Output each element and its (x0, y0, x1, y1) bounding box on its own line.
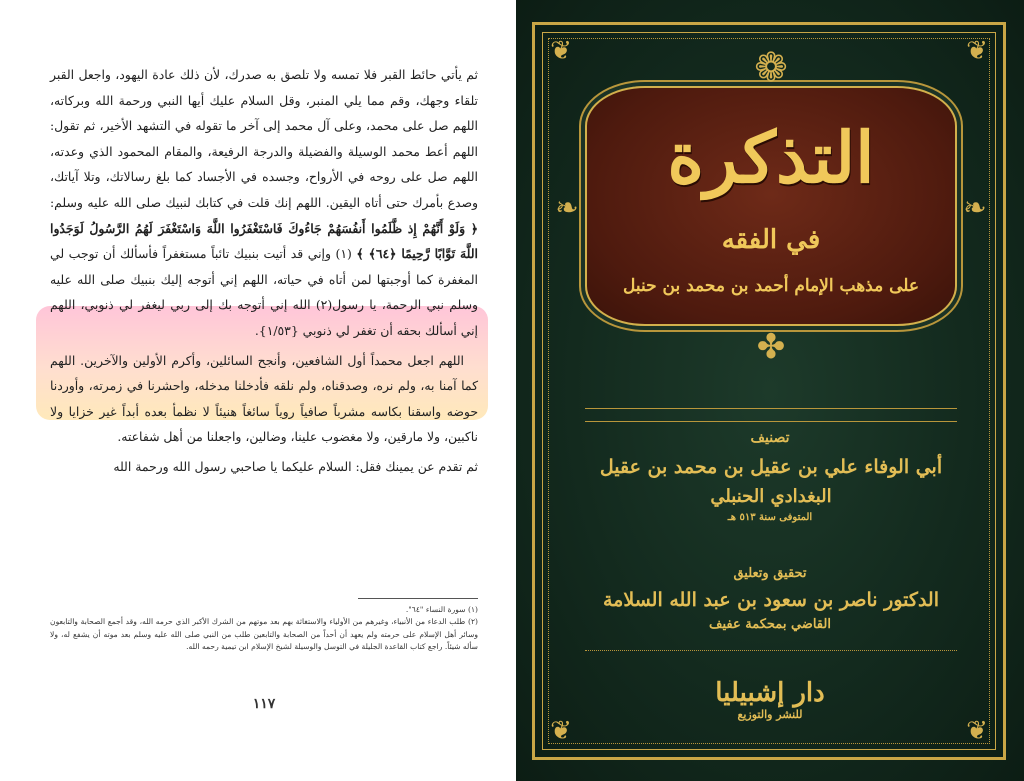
paragraph-3: ثم تقدم عن يمينك فقل: السلام عليكما يا صاحبي رسول الله ورحمة الله (113, 458, 478, 474)
footnotes (50, 604, 478, 654)
author-nisba: البغدادي الحنبلي (710, 486, 832, 507)
footnote-rule (358, 598, 478, 599)
quran-verse: ﴿ وَلَوْ أَنَّهُمْ إِذ ظَّلَمُوا أَنفُسَهُمْ جَاءُوكَ فَاسْتَغْفَرُوا اللَّهَ وَاسْتَغْفَرَ لَهُمُ الرَّسُولُ لَوَجَدُوا اللَّهَ تَوَّابًا رَّحِيمًا ﴿٦٤﴾ ﴾ (50, 220, 478, 262)
cover-divider (585, 408, 957, 422)
main-text (50, 62, 478, 480)
author-tag: تصنيف (750, 430, 790, 446)
cover-subtitle-madhhab: على مذهب الإمام أحمد بن محمد بن حنبل (622, 276, 920, 296)
bottom-ornament-icon: ✤ (756, 327, 786, 367)
side-ornament-icon: ❧ (963, 191, 987, 224)
corner-ornament-icon: ❦ (966, 716, 988, 746)
footnote-1: (١) سورة النساء "٦٤". (405, 605, 478, 614)
cover-divider-2 (585, 650, 957, 651)
editor-tag: تحقيق وتعليق (733, 566, 807, 581)
publisher-sub: للنشر والتوزيع (737, 708, 803, 721)
paragraph-text: ثم يأتي حائط القبر فلا تمسه ولا تلصق به صدرك، لأن ذلك عادة اليهود، واجعل القبر تلقاء وجهك، وقم مما يلي المنبر، وقل السلام عليك أيها النبي ورحمة الله وبركاته، اللهم صل على محمد، وعلى آل محمد إلى آخر ما تقوله في التشهد الأخير، ثم تقول: اللهم أعط محمد الوسيلة والفضيلة والدرجة الرفيعة، والمقام المحمود الذي وعدته، اللهم صل على روحه في الأرواح، وجسده في الأجساد كما بلغ رسالاتك، وتلا آياتك، وصدع بأمرك حتى أتاه اليقين. اللهم إنك قلت في كتابك لنبيك صلى الله عليه وسلم: (50, 67, 478, 210)
page-number: ١١٧ (252, 696, 276, 712)
author-death-date: المتوفى سنة ٥١٣ هـ (727, 512, 813, 523)
editor-title: القاضي بمحكمة عفيف (709, 617, 831, 632)
editor-name: الدكتور ناصر بن سعود بن عبد الله السلامة (603, 589, 939, 611)
highlighted-text: (١) وإني قد أتيت بنبيك تائباً مستغفراً فأسألك أن توجب لي المغفرة كما أوجبتها لمن أتاه في حياته، اللهم إني أتوجه إليك بنبيك صلى الله عليه وسلم نبي الرحمة، يا رسول(٢) الله إني أتوجه بك إلى ربي ليغفر لي ذنوبي، اللهم إني أسألك بحقه أن تغفر لي ذنوبي {١/٥٣}. (50, 246, 478, 338)
paragraph-2: اللهم اجعل محمداً أول الشافعين، وأنجح السائلين، وأكرم الأولين والآخرين. اللهم كما آمنا به، ولم نره، وصدقناه، ولم نلقه فأدخلنا مدخله، واحشرنا في زمرته، وأوردنا حوضه واسقنا بكاسه مشرباً صافياً روياً سائغاً هنيئاً لا نظمأ بعده أبداً غير خزايا ولا ناكبين، ولا مارقين، ولا مغضوب علينا، وضالين، واجعلنا من أهل شفاعته. (50, 352, 478, 445)
cover-title: التذكرة (667, 116, 875, 199)
corner-ornament-icon: ❦ (966, 36, 988, 66)
author-name: أبي الوفاء علي بن عقيل بن محمد بن عقيل (599, 456, 943, 478)
top-ornament-icon: ❁ (754, 45, 788, 91)
side-ornament-icon: ❧ (555, 191, 579, 224)
cover-subtitle: في الفقه (721, 225, 821, 255)
publisher-name: دار إشبيليا (715, 678, 825, 708)
paragraph-1 (50, 62, 478, 344)
footnote-2: (٢) طلب الدعاء من الأنبياء، وغيرهم من الأولياء والاستغاثة بهم بعد موتهم من الشرك الأكبر الذي حرمه الله، وقد أجمع الصحابة والتابعون وسائر أهل الإسلام على حرمته ولم يعهد أن أحداً من الصحابة والتابعين طلب من النبي صلى الله عليه وسلم بعد موته أن يشفع له، ولا سأله شيئاً. راجع كتاب القاعدة الجليلة في التوسل والوسيلة لشيخ الإسلام ابن تيمية رحمه الله. (50, 617, 478, 652)
corner-ornament-icon: ❦ (550, 36, 572, 66)
corner-ornament-icon: ❦ (550, 716, 572, 746)
